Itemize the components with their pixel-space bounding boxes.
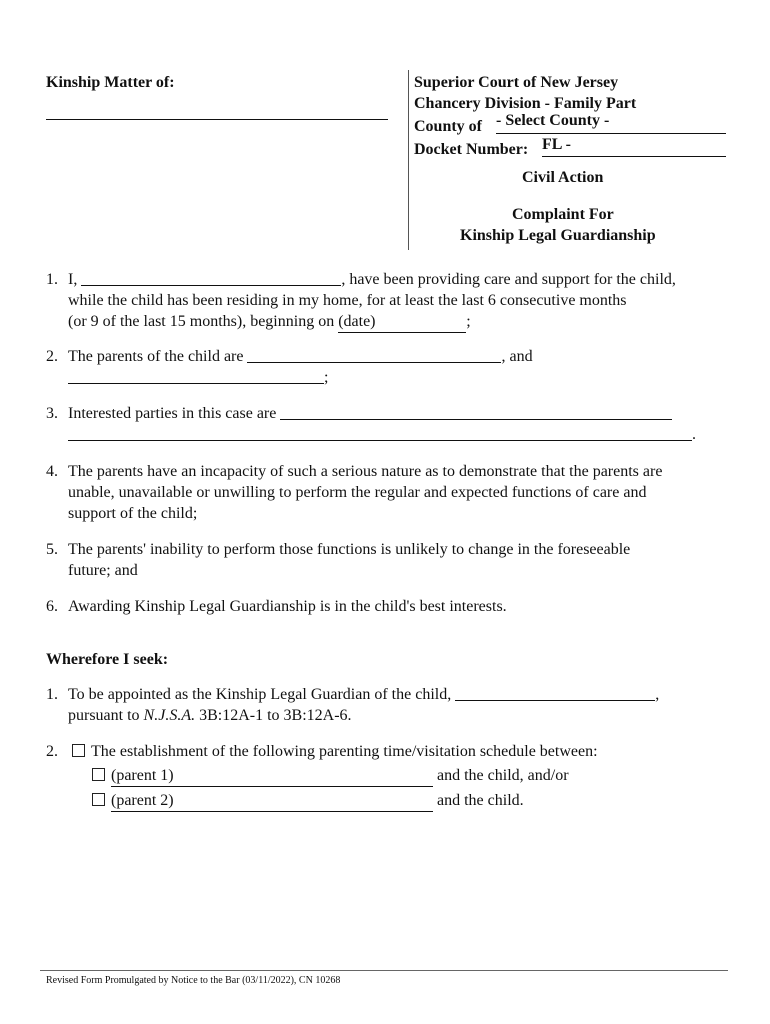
division-name: Chancery Division - Family Part xyxy=(414,95,637,112)
allegation-1-line1: I, , have been providing care and support for the child, xyxy=(68,271,676,288)
docket-number-field[interactable] xyxy=(542,136,726,157)
wherefore-heading: Wherefore I seek: xyxy=(46,651,169,668)
footer-note: Revised Form Promulgated by Notice to the Bar (03/11/2022), CN 10268 xyxy=(46,975,341,986)
allegation-2-num: 2. xyxy=(46,348,58,365)
parent-2-label: (parent 2) xyxy=(111,792,174,809)
relief-1-num: 1. xyxy=(46,686,58,703)
relief-2-num: 2. xyxy=(46,743,58,760)
relief-1-line1: To be appointed as the Kinship Legal Guardian of the child, , xyxy=(68,686,660,703)
allegation-4-line3: support of the child; xyxy=(68,505,198,522)
county-select[interactable] xyxy=(496,112,726,134)
relief-1-line2: pursuant to N.J.S.A. 3B:12A-1 to 3B:12A-6. xyxy=(68,707,352,724)
beginning-date-field[interactable] xyxy=(338,311,466,333)
allegation-4-line1: The parents have an incapacity of such a serious nature as to demonstrate that the parents are xyxy=(68,463,663,480)
allegation-1-line2: while the child has been residing in my home, for at least the last 6 consecutive months xyxy=(68,292,627,309)
allegation-5-num: 5. xyxy=(46,541,58,558)
allegation-6-num: 6. xyxy=(46,598,58,615)
kinship-matter-field[interactable] xyxy=(46,119,388,120)
civil-action-label: Civil Action xyxy=(522,169,604,186)
parent-1-checkbox[interactable] xyxy=(92,768,105,781)
docket-label: Docket Number: xyxy=(414,141,529,158)
kinship-matter-label: Kinship Matter of: xyxy=(46,74,175,91)
parent-name-field-2[interactable] xyxy=(68,368,324,384)
docket-number-value: FL - xyxy=(542,136,571,153)
visitation-schedule-checkbox[interactable] xyxy=(72,744,85,757)
court-name: Superior Court of New Jersey xyxy=(414,74,619,91)
plaintiff-name-field[interactable] xyxy=(81,270,341,286)
parent-1-label: (parent 1) xyxy=(111,767,174,784)
parent-1-field[interactable] xyxy=(111,765,433,787)
interested-parties-field-1[interactable] xyxy=(280,404,672,420)
allegation-6-line1: Awarding Kinship Legal Guardianship is in the child's best interests. xyxy=(68,598,507,615)
caption-divider xyxy=(408,70,409,250)
county-label: County of xyxy=(414,118,483,135)
date-label: (date) xyxy=(338,313,376,330)
allegation-3-line2: . xyxy=(68,424,696,445)
allegation-4-line2: unable, unavailable or unwilling to perform the regular and expected functions of care and xyxy=(68,484,647,501)
interested-parties-field-2[interactable] xyxy=(68,425,692,441)
allegation-1-line3: (or 9 of the last 15 months), beginning on (date) ; xyxy=(68,311,471,333)
county-select-value: - Select County - xyxy=(496,112,610,129)
child-name-field[interactable] xyxy=(455,685,655,701)
title-line1: Complaint For xyxy=(512,206,614,223)
relief-2-line1: The establishment of the following parenting time/visitation schedule between: xyxy=(68,741,598,762)
parent-1-row: (parent 1) and the child, and/or xyxy=(92,765,569,787)
title-line2: Kinship Legal Guardianship xyxy=(460,227,656,244)
allegation-5-line2: future; and xyxy=(68,562,138,579)
parent-name-field-1[interactable] xyxy=(247,347,501,363)
parent-2-row: (parent 2) and the child. xyxy=(92,790,524,812)
allegation-2-line2: ; xyxy=(68,367,328,388)
parent-2-field[interactable] xyxy=(111,790,433,812)
parent-2-checkbox[interactable] xyxy=(92,793,105,806)
allegation-5-line1: The parents' inability to perform those functions is unlikely to change in the foreseeable xyxy=(68,541,631,558)
allegation-3-num: 3. xyxy=(46,405,58,422)
footer-divider xyxy=(40,970,728,971)
allegation-1-num: 1. xyxy=(46,271,58,288)
allegation-2-line1: The parents of the child are , and xyxy=(68,348,533,365)
allegation-3-line1: Interested parties in this case are xyxy=(68,403,672,424)
allegation-4-num: 4. xyxy=(46,463,58,480)
